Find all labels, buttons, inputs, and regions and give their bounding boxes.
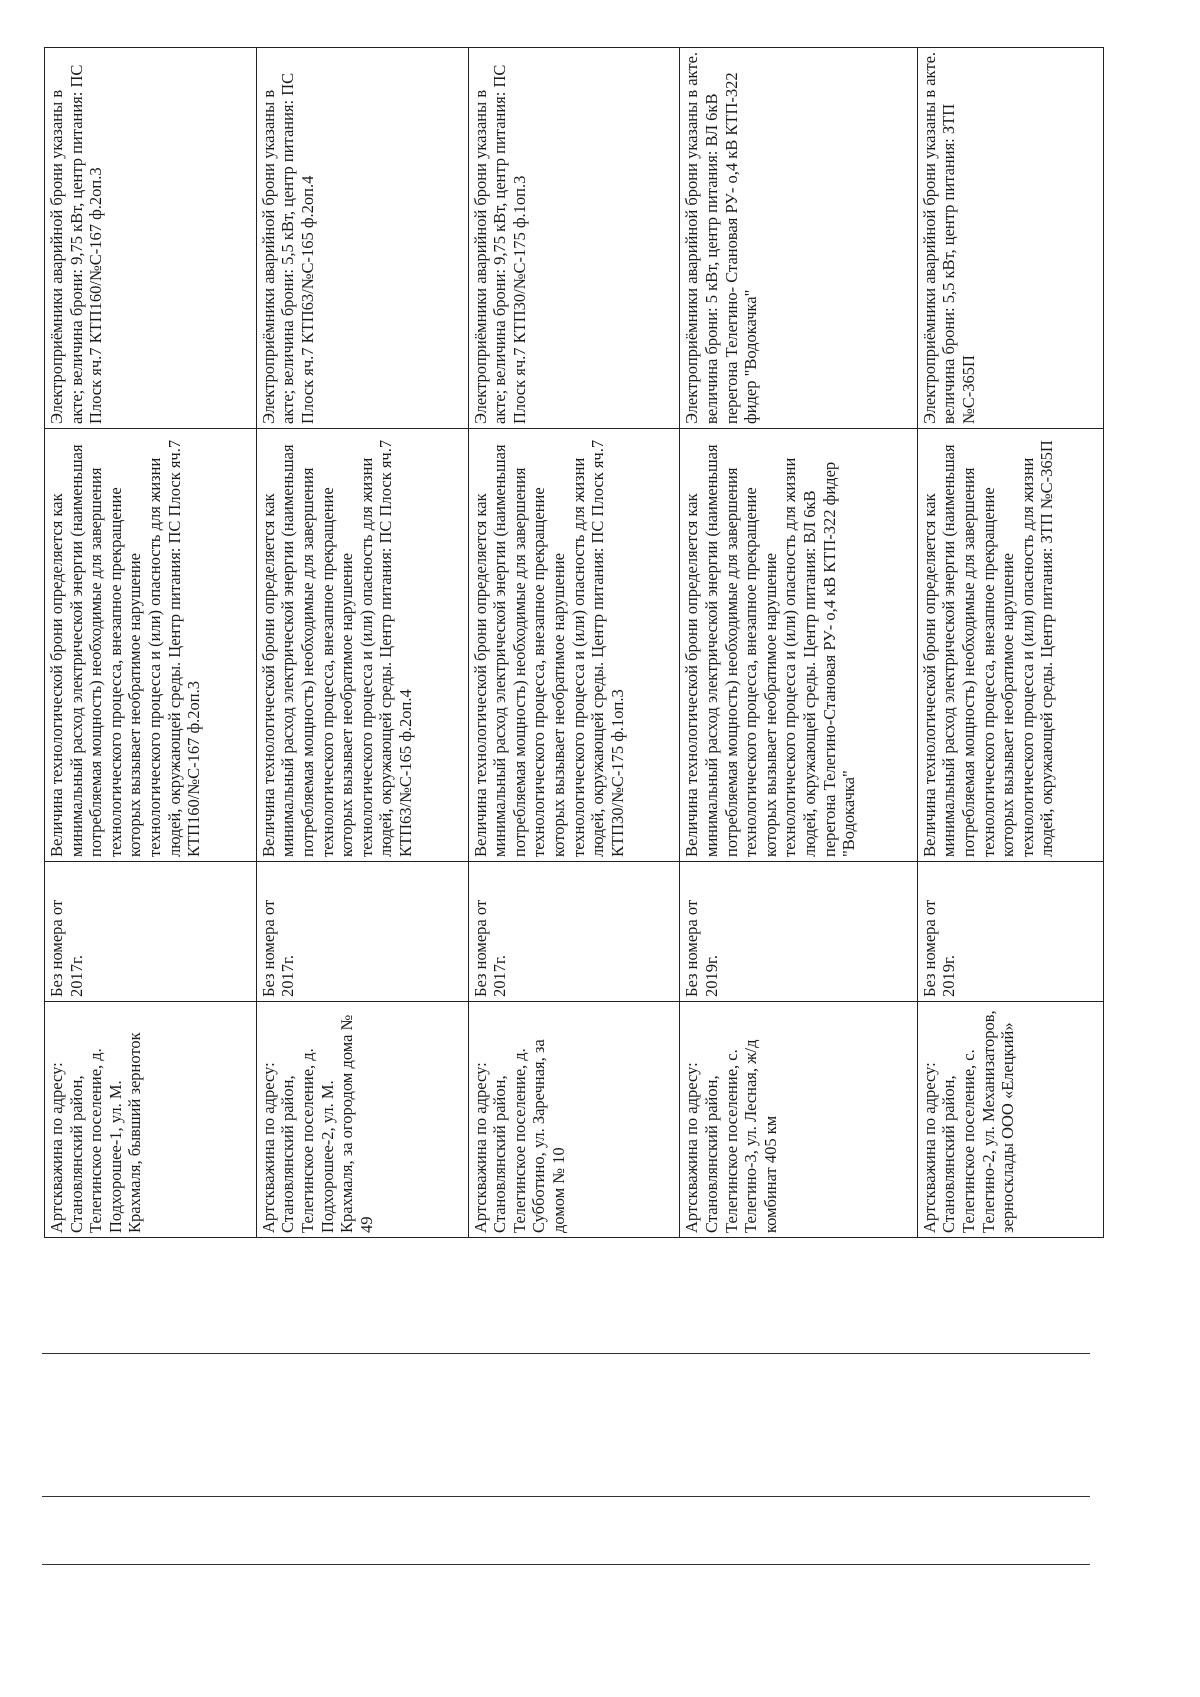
address-cell: Артскважина по адресу: Становлянский район, Телегинское поселение, д. Подхорошее-2, ул. М. Крахмаля, за огородом дома № 49 (256, 1002, 468, 1238)
act-cell: Без номера от 2019г. (680, 862, 917, 1002)
tech-reserve-cell: Величина технологической брони определяется как минимальный расход электрической энергии (наименьшая потребляемая мощность) необходимые для завершения технологического процесса, внезапное прекращение которых вызывает необратимое нарушение технологического процесса и (или) опасность для жизни людей, окружающей среды. Центр питания: ЗТП №С-365П (917, 429, 1103, 862)
table-row (680, 48, 917, 1238)
act-cell: Без номера от 2019г. (917, 862, 1103, 1002)
address-cell: Артскважина по адресу: Становлянский район, Телегинское поселение, д. Субботино, ул. Заречная, за домом № 10 (468, 1002, 680, 1238)
emergency-reserve-cell: Электроприёмники аварийной брони указаны в акте. величина брони: 5,5 кВт, центр питания: ЗТП №С-365П (917, 48, 1103, 429)
address-cell: Артскважина по адресу: Становлянский район, Телегинское поселение, с. Телегино-2, ул. Механизаторов, зерносклады ООО «Елецкий» (917, 1002, 1103, 1238)
emergency-reserve-cell: Электроприёмники аварийной брони указаны в акте. величина брони: 5 кВт, центр питания: ВЛ 6кВ перегона Телегино- Становая РУ- о,4 кВ КТП-322 фидер "Водокачка" (680, 48, 917, 429)
act-cell: Без номера от 2017г. (468, 862, 680, 1002)
table-row (917, 48, 1103, 1238)
emergency-reserve-cell: Электроприёмники аварийной брони указаны в акте; величина брони: 5,5 кВт, центр питания: ПС Плоск яч.7 КТП63/№С-165 ф.2оп.4 (256, 48, 468, 429)
tech-reserve-cell: Величина технологической брони определяется как минимальный расход электрической энергии (наименьшая потребляемая мощность) необходимые для завершения технологического процесса, внезапное прекращение которых вызывает необратимое нарушение технологического процесса и (или) опасность для жизни людей, окружающей среды. Центр питания: ВЛ 6кВ перегона Телегино-Становая РУ- о,4 кВ КТП-322 фидер "Водокачка" (680, 429, 917, 862)
table-row (468, 48, 680, 1238)
blank-line (42, 1564, 1090, 1565)
blank-line (42, 1353, 1090, 1354)
act-cell: Без номера от 2017г. (256, 862, 468, 1002)
table-row (256, 48, 468, 1238)
address-cell: Артскважина по адресу: Становлянский район, Телегинское поселение, д. Подхорошее-1, ул. М. Крахмаля, бывший зерноток (45, 1002, 257, 1238)
address-cell: Артскважина по адресу: Становлянский район, Телегинское поселение, с. Телегино-3, ул. Лесная, ж/д комбинат 405 км (680, 1002, 917, 1238)
tech-reserve-cell: Величина технологической брони определяется как минимальный расход электрической энергии (наименьшая потребляемая мощность) необходимые для завершения технологического процесса, внезапное прекращение которых вызывает необратимое нарушение технологического процесса и (или) опасность для жизни людей, окружающей среды. Центр питания: ПС Плоск яч.7 КТП63/№С-165 ф.2оп.4 (256, 429, 468, 862)
emergency-reserve-cell: Электроприёмники аварийной брони указаны в акте; величина брони: 9,75 кВт, центр питания: ПС Плоск яч.7 КТП30/№С-175 ф.1оп.3 (468, 48, 680, 429)
tech-reserve-cell: Величина технологической брони определяется как минимальный расход электрической энергии (наименьшая потребляемая мощность) необходимые для завершения технологического процесса, внезапное прекращение которых вызывает необратимое нарушение технологического процесса и (или) опасность для жизни людей, окружающей среды. Центр питания: ПС Плоск яч.7 КТП30/№С-175 ф.1оп.3 (468, 429, 680, 862)
rotated-table-wrapper (44, 48, 1104, 1238)
tech-reserve-cell: Величина технологической брони определяется как минимальный расход электрической энергии (наименьшая потребляемая мощность) необходимые для завершения технологического процесса, внезапное прекращение которых вызывает необратимое нарушение технологического процесса и (или) опасность для жизни людей, окружающей среды. Центр питания: ПС Плоск яч.7 КТП160/№С-167 ф.2оп.3 (45, 429, 257, 862)
act-cell: Без номера от 2017г. (45, 862, 257, 1002)
reserve-table (44, 47, 1104, 1238)
blank-line (42, 1496, 1090, 1497)
table-row (45, 48, 257, 1238)
emergency-reserve-cell: Электроприёмники аварийной брони указаны в акте; величина брони: 9,75 кВт, центр питания: ПС Плоск яч.7 КТП160/№С-167 ф.2оп.3 (45, 48, 257, 429)
